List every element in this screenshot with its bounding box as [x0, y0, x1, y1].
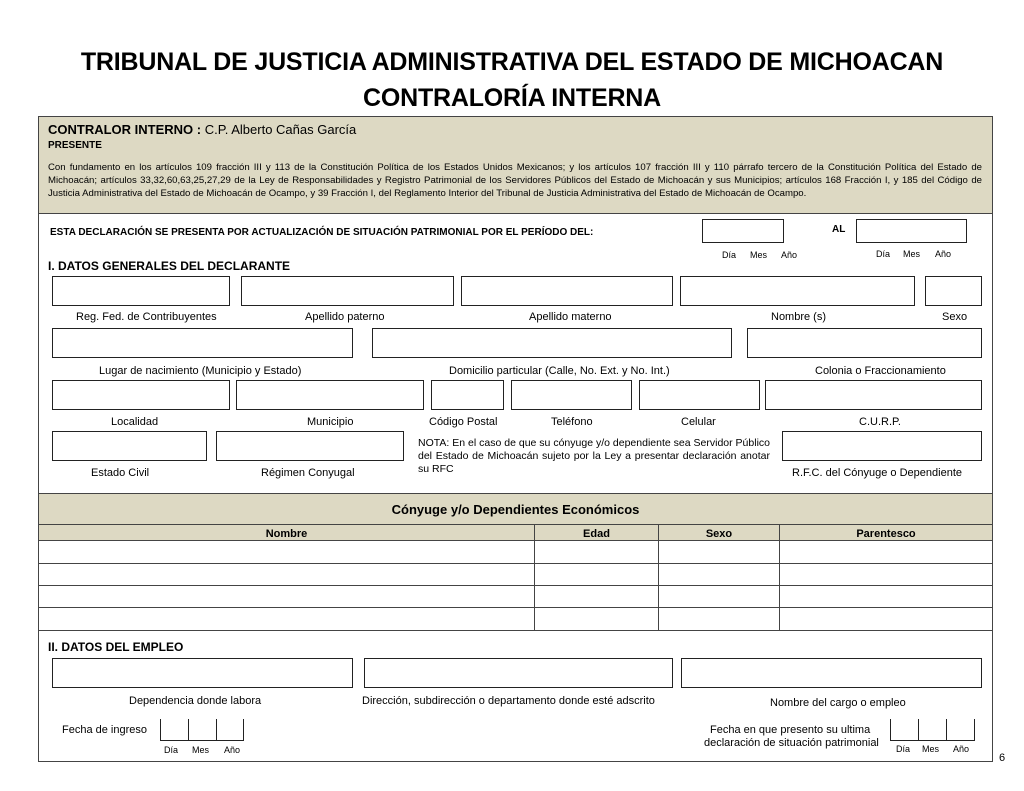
presente-label: PRESENTE — [48, 140, 102, 151]
apellido-paterno-label: Apellido paterno — [305, 311, 385, 323]
celular-label: Celular — [681, 416, 716, 428]
nota-text: NOTA: En el caso de que su cónyuge y/o dependiente sea Servidor Público del Estado de Michoacán sujeto por la Ley a presentar declaración anotar su RFC — [418, 437, 770, 475]
localidad-field[interactable] — [52, 380, 230, 410]
nombre-field[interactable] — [680, 276, 915, 306]
municipio-field[interactable] — [236, 380, 424, 410]
lugar-nacimiento-field[interactable] — [52, 328, 353, 358]
fecha-ingreso-label: Fecha de ingreso — [62, 724, 147, 736]
period-statement: ESTA DECLARACIÓN SE PRESENTA POR ACTUALIZACIÓN DE SITUACIÓN PATRIMONIAL POR EL PERÍODO DEL: — [50, 227, 594, 238]
lugar-nacimiento-label: Lugar de nacimiento (Municipio y Estado) — [99, 365, 302, 377]
cargo-label: Nombre del cargo o empleo — [770, 697, 906, 709]
col-header-sexo: Sexo — [705, 528, 733, 540]
direccion-label: Dirección, subdirección o departamento donde esté adscrito — [362, 695, 655, 707]
legal-basis-paragraph: Con fundamento en los artículos 109 fracción III y 113 de la Constitución Política de los Estados Unidos Mexicanos; y los artículos 107 fracción III y 110 párrafo tercero de la Constitución Política del Estado de Michoacán; artículos 33,32,60,63,25,27,29 de la Ley de Responsabilidades y Registro Patrimonial de los Servidores Públicos del Estado de Michoacán y sus Municipios; artículos 168 Fracción I, y 185 del Código de Justicia Administrativa del Estado de Michoacán de Ocampo, y 39 Fracción I, del Reglamento Interior del Tribunal de Justicia Administrativa del Estado de Michoacán de Ocampo. — [48, 162, 982, 199]
celular-field[interactable] — [639, 380, 760, 410]
municipio-label: Municipio — [307, 416, 354, 428]
period-from-dia: Día — [722, 250, 737, 260]
period-to-dia: Día — [876, 249, 891, 259]
colonia-field[interactable] — [747, 328, 982, 358]
apellido-paterno-field[interactable] — [241, 276, 454, 306]
estado-civil-field[interactable] — [52, 431, 207, 461]
period-to-mes: Mes — [903, 249, 921, 259]
period-from-anio: Año — [781, 250, 798, 260]
addressee-name: C.P. Alberto Cañas García — [204, 122, 357, 137]
period-from-mes: Mes — [750, 250, 768, 260]
period-from-field[interactable] — [702, 219, 784, 243]
table-row[interactable] — [39, 541, 992, 563]
ultima-declaracion-label-1: Fecha en que presento su ultima — [710, 724, 871, 736]
curp-field[interactable] — [765, 380, 982, 410]
period-to-field[interactable] — [856, 219, 967, 243]
period-al-label: AL — [832, 224, 846, 235]
period-to-anio: Año — [935, 249, 952, 259]
localidad-label: Localidad — [111, 416, 159, 428]
regimen-conyugal-label: Régimen Conyugal — [261, 467, 355, 479]
telefono-field[interactable] — [511, 380, 632, 410]
fecha-ingreso-mes: Mes — [192, 745, 210, 755]
sexo-field[interactable] — [925, 276, 982, 306]
page-number: 6 — [999, 752, 1006, 764]
fecha-ingreso-dia: Día — [164, 745, 179, 755]
rfc-conyuge-label: R.F.C. del Cónyuge o Dependiente — [792, 467, 962, 479]
page-title: TRIBUNAL DE JUSTICIA ADMINISTRATIVA DEL ESTADO DE MICHOACAN — [80, 48, 944, 76]
ultima-declaracion-field[interactable] — [890, 719, 975, 741]
col-header-nombre: Nombre — [265, 528, 308, 540]
table-row[interactable] — [39, 564, 992, 585]
codigo-postal-field[interactable] — [431, 380, 504, 410]
domicilio-label: Domicilio particular (Calle, No. Ext. y No. Int.) — [449, 365, 670, 377]
section2-heading: II. DATOS DEL EMPLEO — [48, 640, 184, 654]
table-row[interactable] — [39, 586, 992, 607]
addressee-role: CONTRALOR INTERNO : — [48, 122, 202, 137]
telefono-label: Teléfono — [551, 416, 593, 428]
table-row[interactable] — [39, 608, 992, 630]
rfc-label: Reg. Fed. de Contribuyentes — [76, 311, 217, 323]
col-header-edad: Edad — [583, 528, 610, 540]
section1-heading: I. DATOS GENERALES DEL DECLARANTE — [48, 259, 291, 273]
direccion-field[interactable] — [364, 658, 673, 688]
rfc-conyuge-field[interactable] — [782, 431, 982, 461]
apellido-materno-field[interactable] — [461, 276, 673, 306]
ultima-declaracion-label-2: declaración de situación patrimonial — [704, 737, 879, 749]
page-subtitle: CONTRALORÍA INTERNA — [362, 84, 662, 112]
rfc-field[interactable] — [52, 276, 230, 306]
dependents-heading: Cónyuge y/o Dependientes Económicos — [391, 502, 640, 517]
domicilio-field[interactable] — [372, 328, 732, 358]
curp-label: C.U.R.P. — [859, 416, 901, 428]
ultima-declaracion-dia: Día — [896, 744, 911, 754]
dependencia-label: Dependencia donde labora — [129, 695, 262, 707]
dependencia-field[interactable] — [52, 658, 353, 688]
regimen-conyugal-field[interactable] — [216, 431, 404, 461]
estado-civil-label: Estado Civil — [91, 467, 150, 479]
nombre-label: Nombre (s) — [771, 311, 827, 323]
cargo-field[interactable] — [681, 658, 982, 688]
fecha-ingreso-anio: Año — [224, 745, 241, 755]
apellido-materno-label: Apellido materno — [529, 311, 612, 323]
sexo-label: Sexo — [942, 311, 968, 323]
addressee-line — [48, 122, 356, 137]
colonia-label: Colonia o Fraccionamiento — [815, 365, 946, 377]
col-header-parentesco: Parentesco — [856, 528, 916, 540]
ultima-declaracion-anio: Año — [953, 744, 970, 754]
codigo-postal-label: Código Postal — [429, 416, 498, 428]
ultima-declaracion-mes: Mes — [922, 744, 940, 754]
fecha-ingreso-field[interactable] — [160, 719, 244, 741]
